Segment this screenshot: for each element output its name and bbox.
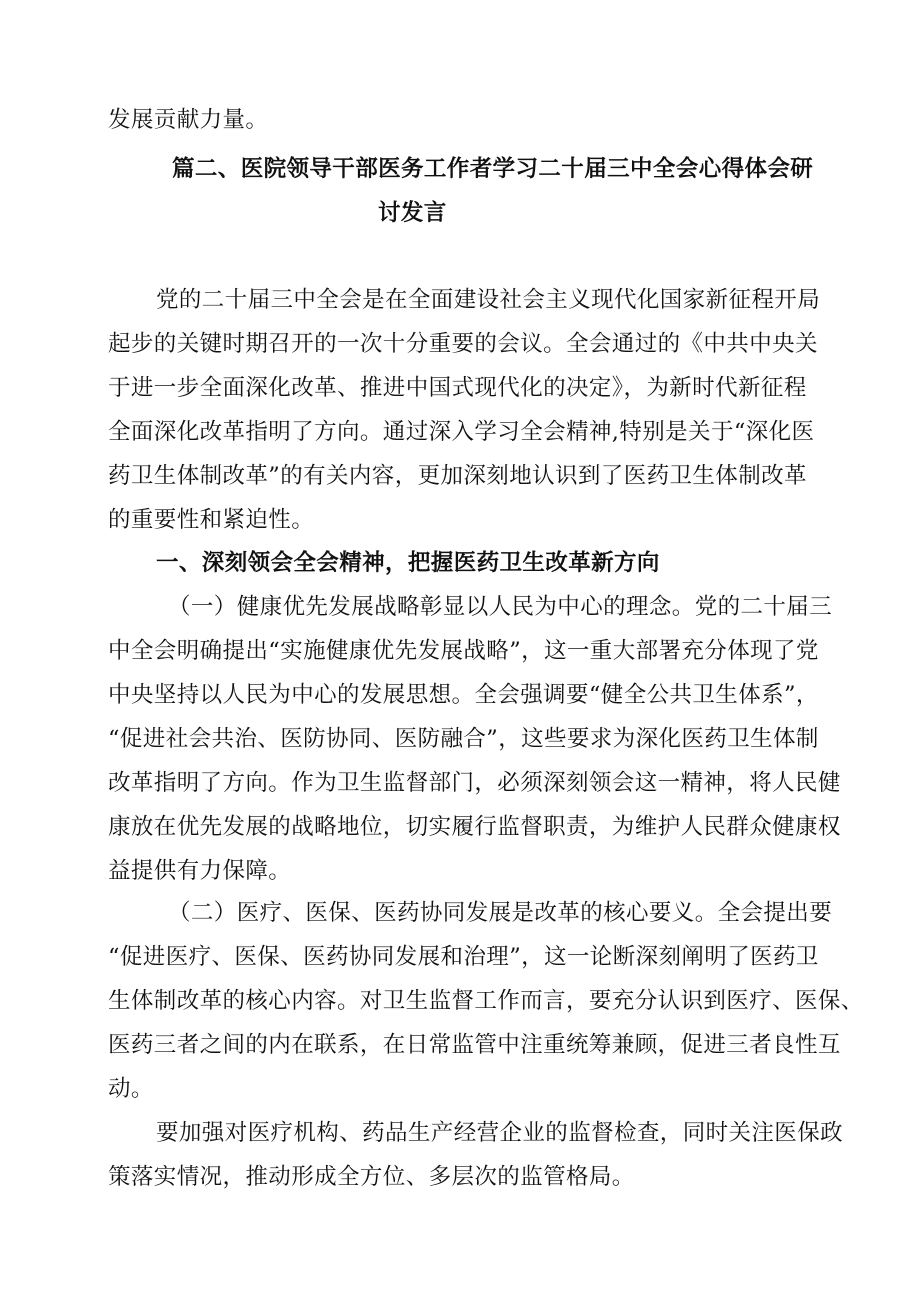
section-title-line-2: 讨发言 (378, 200, 447, 226)
text-line-continuation: 发展贡献力量。 (108, 107, 269, 133)
section-title-line-1: 篇二、医院领导干部医务工作者学习二十届三中全会心得体会研 (172, 156, 814, 182)
paragraph-3-line: “促进医疗、医保、医药协同发展和治理”，这一论断深刻阐明了医药卫 (108, 944, 819, 970)
paragraph-1-line: 党的二十届三中全会是在全面建设社会主义现代化国家新征程开局 (156, 287, 821, 313)
paragraph-3-line: （二）医疗、医保、医药协同发展是改革的核心要义。全会提出要 (168, 900, 833, 926)
paragraph-2-line: 益提供有力保障。 (108, 858, 292, 884)
paragraph-2-line: 康放在优先发展的战略地位，切实履行监督职责，为维护人民群众健康权 (108, 814, 841, 840)
paragraph-4-line: 要加强对医疗机构、药品生产经营企业的监督检查，同时关注医保政 (156, 1120, 844, 1146)
heading-one: 一、深刻领会全会精神，把握医药卫生改革新方向 (156, 550, 660, 576)
paragraph-3-line: 动。 (108, 1076, 154, 1102)
paragraph-1-line: 于进一步全面深化改革、推进中国式现代化的决定》，为新时代新征程 (108, 375, 807, 401)
paragraph-3-line: 医药三者之间的内在联系，在日常监管中注重统筹兼顾，促进三者良性互 (108, 1032, 841, 1058)
paragraph-2-line: “促进社会共治、医防协同、医防融合”，这些要求为深化医药卫生体制 (108, 726, 819, 752)
paragraph-1-line: 药卫生体制改革”的有关内容，更加深刻地认识到了医药卫生体制改革 (108, 463, 807, 489)
paragraph-2-line: 中央坚持以人民为中心的发展思想。全会强调要“健全公共卫生体系”， (108, 682, 819, 708)
paragraph-4-line: 策落实情况，推动形成全方位、多层次的监管格局。 (108, 1164, 635, 1190)
paragraph-1-line: 的重要性和紧迫性。 (108, 507, 315, 533)
paragraph-2-line: 中全会明确提出“实施健康优先发展战略”，这一重大部署充分体现了党 (108, 638, 819, 664)
paragraph-2-line: （一）健康优先发展战略彰显以人民为中心的理念。党的二十届三 (168, 594, 833, 620)
paragraph-3-line: 生体制改革的核心内容。对卫生监督工作而言，要充分认识到医疗、医保、 (108, 988, 864, 1014)
paragraph-2-line: 改革指明了方向。作为卫生监督部门，必须深刻领会这一精神，将人民健 (108, 770, 841, 796)
paragraph-1-line: 起步的关键时期召开的一次十分重要的会议。全会通过的《中共中央关 (108, 331, 818, 357)
paragraph-1-line: 全面深化改革指明了方向。通过深入学习全会精神,特别是关于“深化医 (108, 419, 815, 445)
